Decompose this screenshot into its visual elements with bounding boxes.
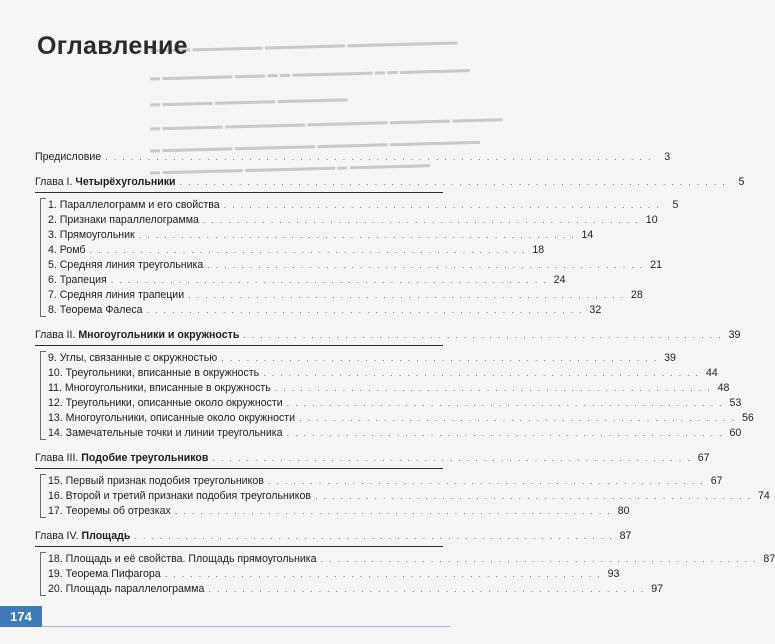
toc-page-number: 39 — [728, 329, 741, 341]
chapter-name: Четырёхугольники — [75, 176, 176, 188]
dot-leader: . . . . . . . . . . . . . . . . . . . . . . . . . . . . . . . . . . . . . . . . . . . . . . . . . . . . — [174, 506, 612, 517]
dot-leader: . . . . . . . . . . . . . . . . . . . . . . . . . . . . . . . . . . . . . . . . . . . . . . . . . . . . . . . . . . . . . . . . . — [179, 177, 727, 188]
chapter-name: Площадь — [81, 530, 131, 542]
toc-item[interactable]: 15. Первый признак подобия треугольников . . . . . . . . . . . . . . . . . . . . . . . . . . . . . . . . . . . . . . . . . . . . . . . . . . . . 67 — [48, 475, 723, 487]
toc-chapter-2-items — [35, 351, 754, 441]
toc-item[interactable]: 19. Теорема Пифагора . . . . . . . . . . . . . . . . . . . . . . . . . . . . . . . . . . . . . . . . . . . . . . . . . . . . 93 — [48, 568, 620, 580]
dot-leader: . . . . . . . . . . . . . . . . . . . . . . . . . . . . . . . . . . . . . . . . . . . . . . . . . . . . — [110, 275, 548, 286]
toc-chapter-4[interactable] — [35, 529, 632, 544]
toc-item[interactable]: 13. Многоугольники, описанные около окружности . . . . . . . . . . . . . . . . . . . . . . . . . . . . . . . . . . . . . . . . . . . . . . . . . . . . 56 — [48, 412, 754, 424]
dot-leader: . . . . . . . . . . . . . . . . . . . . . . . . . . . . . . . . . . . . . . . . . . . . . . . . . . . . — [208, 584, 646, 595]
table-of-contents — [35, 150, 775, 597]
dot-leader: . . . . . . . . . . . . . . . . . . . . . . . . . . . . . . . . . . . . . . . . . . . . . . . . . . . . — [274, 383, 712, 394]
dot-leader: . . . . . . . . . . . . . . . . . . . . . . . . . . . . . . . . . . . . . . . . . . . . . . . . . . . . — [263, 368, 700, 379]
page-number-badge: 174 — [0, 606, 42, 627]
toc-page-number: 67 — [697, 452, 710, 464]
dot-leader: . . . . . . . . . . . . . . . . . . . . . . . . . . . . . . . . . . . . . . . . . . . . . . . . . . . . — [223, 200, 661, 211]
toc-item[interactable]: 20. Площадь параллелограмма . . . . . . . . . . . . . . . . . . . . . . . . . . . . . . . . . . . . . . . . . . . . . . . . . . . . 97 — [48, 583, 664, 595]
dot-leader: . . . . . . . . . . . . . . . . . . . . . . . . . . . . . . . . . . . . . . . . . . . . . . . . . . . . . . . . . — [212, 453, 692, 464]
chapter-name: Многоугольники и окружность — [78, 329, 240, 341]
chapter-number: Глава III. — [35, 452, 79, 464]
toc-preface-title: Предисловие — [35, 151, 102, 163]
dot-leader: . . . . . . . . . . . . . . . . . . . . . . . . . . . . . . . . . . . . . . . . . . . . . . . . . . . . — [299, 413, 736, 424]
toc-chapter-1-items — [35, 198, 679, 318]
dot-leader: . . . . . . . . . . . . . . . . . . . . . . . . . . . . . . . . . . . . . . . . . . . . . . . . . . . . — [89, 245, 527, 256]
dot-leader: . . . . . . . . . . . . . . . . . . . . . . . . . . . . . . . . . . . . . . . . . . . . . . . . . . . . — [286, 428, 724, 439]
toc-item[interactable]: 5. Средняя линия треугольника . . . . . . . . . . . . . . . . . . . . . . . . . . . . . . . . . . . . . . . . . . . . . . . . . . . . 21 — [48, 259, 662, 271]
toc-item[interactable]: 8. Теорема Фалеса . . . . . . . . . . . . . . . . . . . . . . . . . . . . . . . . . . . . . . . . . . . . . . . . . . . . 32 — [48, 304, 602, 316]
dot-leader: . . . . . . . . . . . . . . . . . . . . . . . . . . . . . . . . . . . . . . . . . . . . . . . . . . . . — [146, 305, 584, 316]
toc-item[interactable]: 11. Многоугольники, вписанные в окружность . . . . . . . . . . . . . . . . . . . . . . . . . . . . . . . . . . . . . . . . . . . . . . . . . . . . 48 — [48, 382, 730, 394]
dot-leader: . . . . . . . . . . . . . . . . . . . . . . . . . . . . . . . . . . . . . . . . . . . . . . . . . . . . — [320, 554, 758, 565]
toc-chapter-4-items — [35, 552, 775, 597]
toc-item[interactable]: 17. Теоремы об отрезках . . . . . . . . . . . . . . . . . . . . . . . . . . . . . . . . . . . . . . . . . . . . . . . . . . . . 80 — [48, 505, 630, 517]
dot-leader: . . . . . . . . . . . . . . . . . . . . . . . . . . . . . . . . . . . . . . . . . . . . . . . . . . . . — [138, 230, 576, 241]
dot-leader: . . . . . . . . . . . . . . . . . . . . . . . . . . . . . . . . . . . . . . . . . . . . . . . . . . . . . . . . . . . . . . . . . — [105, 152, 653, 163]
dot-leader: . . . . . . . . . . . . . . . . . . . . . . . . . . . . . . . . . . . . . . . . . . . . . . . . . . . . . . . . . — [134, 531, 614, 542]
toc-item[interactable]: 1. Параллелограмм и его свойства . . . . . . . . . . . . . . . . . . . . . . . . . . . . . . . . . . . . . . . . . . . . . . . . . . . . 5 — [48, 199, 679, 211]
dot-leader: . . . . . . . . . . . . . . . . . . . . . . . . . . . . . . . . . . . . . . . . . . . . . . . . . . . . — [267, 476, 705, 487]
dot-leader: . . . . . . . . . . . . . . . . . . . . . . . . . . . . . . . . . . . . . . . . . . . . . . . . . . . . — [221, 353, 658, 364]
dot-leader: . . . . . . . . . . . . . . . . . . . . . . . . . . . . . . . . . . . . . . . . . . . . . . . . . . . . — [315, 491, 752, 502]
toc-chapter-1[interactable] — [35, 175, 745, 190]
toc-item[interactable]: 3. Прямоугольник . . . . . . . . . . . . . . . . . . . . . . . . . . . . . . . . . . . . . . . . . . . . . . . . . . . . 14 — [48, 229, 594, 241]
toc-item[interactable]: 9. Углы, связанные с окружностью . . . . . . . . . . . . . . . . . . . . . . . . . . . . . . . . . . . . . . . . . . . . . . . . . . . . 39 — [48, 352, 676, 364]
chapter-divider — [35, 345, 443, 346]
toc-item[interactable]: 18. Площадь и её свойства. Площадь прямоугольника . . . . . . . . . . . . . . . . . . . . . . . . . . . . . . . . . . . . . . . . . . . . . . . . . . . . 87 — [48, 553, 775, 565]
toc-preface[interactable] — [35, 150, 671, 165]
dot-leader: . . . . . . . . . . . . . . . . . . . . . . . . . . . . . . . . . . . . . . . . . . . . . . . . . . . . . . . . . — [243, 330, 723, 341]
toc-item[interactable]: 6. Трапеция . . . . . . . . . . . . . . . . . . . . . . . . . . . . . . . . . . . . . . . . . . . . . . . . . . . . 24 — [48, 274, 566, 286]
chapter-divider — [35, 468, 443, 469]
toc-item[interactable]: 2. Признаки параллелограмма . . . . . . . . . . . . . . . . . . . . . . . . . . . . . . . . . . . . . . . . . . . . . . . . . . . . 10 — [48, 214, 658, 226]
page-title: Оглавление — [37, 32, 188, 60]
dot-leader: . . . . . . . . . . . . . . . . . . . . . . . . . . . . . . . . . . . . . . . . . . . . . . . . . . . . — [286, 398, 724, 409]
toc-page-number: 5 — [738, 176, 745, 188]
dot-leader: . . . . . . . . . . . . . . . . . . . . . . . . . . . . . . . . . . . . . . . . . . . . . . . . . . . . — [164, 569, 602, 580]
toc-chapter-2[interactable] — [35, 328, 741, 343]
toc-item[interactable]: 16. Второй и третий признаки подобия треугольников . . . . . . . . . . . . . . . . . . . . . . . . . . . . . . . . . . . . . . . . . . . . . . . . . . . . 74 — [48, 490, 770, 502]
footer-rule — [42, 626, 450, 627]
chapter-divider — [35, 192, 443, 193]
chapter-divider — [35, 546, 443, 547]
chapter-name: Подобие треугольников — [81, 452, 209, 464]
toc-item[interactable]: 12. Треугольники, описанные около окружности . . . . . . . . . . . . . . . . . . . . . . . . . . . . . . . . . . . . . . . . . . . . . . . . . . . . 53 — [48, 397, 742, 409]
toc-item[interactable]: 7. Средняя линия трапеции . . . . . . . . . . . . . . . . . . . . . . . . . . . . . . . . . . . . . . . . . . . . . . . . . . . . 28 — [48, 289, 643, 301]
bleed-through-text: ▬▬▬▬ ▬▬▬▬▬▬▬ ▬▬▬▬▬▬▬▬ ▬▬▬▬▬▬▬▬▬▬▬ ▬ ▬▬▬▬▬▬▬ ▬▬▬ ▬ ▬ ▬▬▬▬▬▬▬▬ ▬ ▬ ▬▬▬▬▬▬▬ ▬ ▬▬▬▬▬ ▬▬▬▬▬▬ ▬▬▬▬▬▬▬ ▬ ▬▬▬▬▬▬ ▬▬▬▬▬▬▬▬ ▬▬▬▬▬▬▬▬ ▬▬▬▬▬▬ ▬▬▬▬▬ ▬ ▬▬▬▬▬▬▬ ▬▬▬▬▬▬▬▬ ▬▬▬▬▬▬▬ ▬▬▬▬▬▬▬▬▬ ▬ ▬▬▬▬▬▬▬▬ ▬▬▬▬▬▬▬▬▬ ▬ ▬▬▬▬▬▬▬▬ — [149, 36, 503, 178]
toc-chapter-3[interactable] — [35, 451, 710, 466]
toc-page-number: 3 — [664, 151, 671, 163]
toc-item[interactable]: 10. Треугольники, вписанные в окружность . . . . . . . . . . . . . . . . . . . . . . . . . . . . . . . . . . . . . . . . . . . . . . . . . . . . 44 — [48, 367, 718, 379]
dot-leader: . . . . . . . . . . . . . . . . . . . . . . . . . . . . . . . . . . . . . . . . . . . . . . . . . . . . — [202, 215, 640, 226]
toc-page-number: 87 — [619, 530, 632, 542]
dot-leader: . . . . . . . . . . . . . . . . . . . . . . . . . . . . . . . . . . . . . . . . . . . . . . . . . . . . — [207, 260, 644, 271]
toc-item[interactable]: 14. Замечательные точки и линии треугольника . . . . . . . . . . . . . . . . . . . . . . . . . . . . . . . . . . . . . . . . . . . . . . . . . . . . 60 — [48, 427, 742, 439]
chapter-number: Глава IV. — [35, 530, 79, 542]
toc-chapter-3-items — [35, 474, 770, 519]
chapter-number: Глава I. — [35, 176, 73, 188]
chapter-number: Глава II. — [35, 329, 76, 341]
dot-leader: . . . . . . . . . . . . . . . . . . . . . . . . . . . . . . . . . . . . . . . . . . . . . . . . . . . . — [188, 290, 625, 301]
toc-item[interactable]: 4. Ромб . . . . . . . . . . . . . . . . . . . . . . . . . . . . . . . . . . . . . . . . . . . . . . . . . . . . 18 — [48, 244, 545, 256]
